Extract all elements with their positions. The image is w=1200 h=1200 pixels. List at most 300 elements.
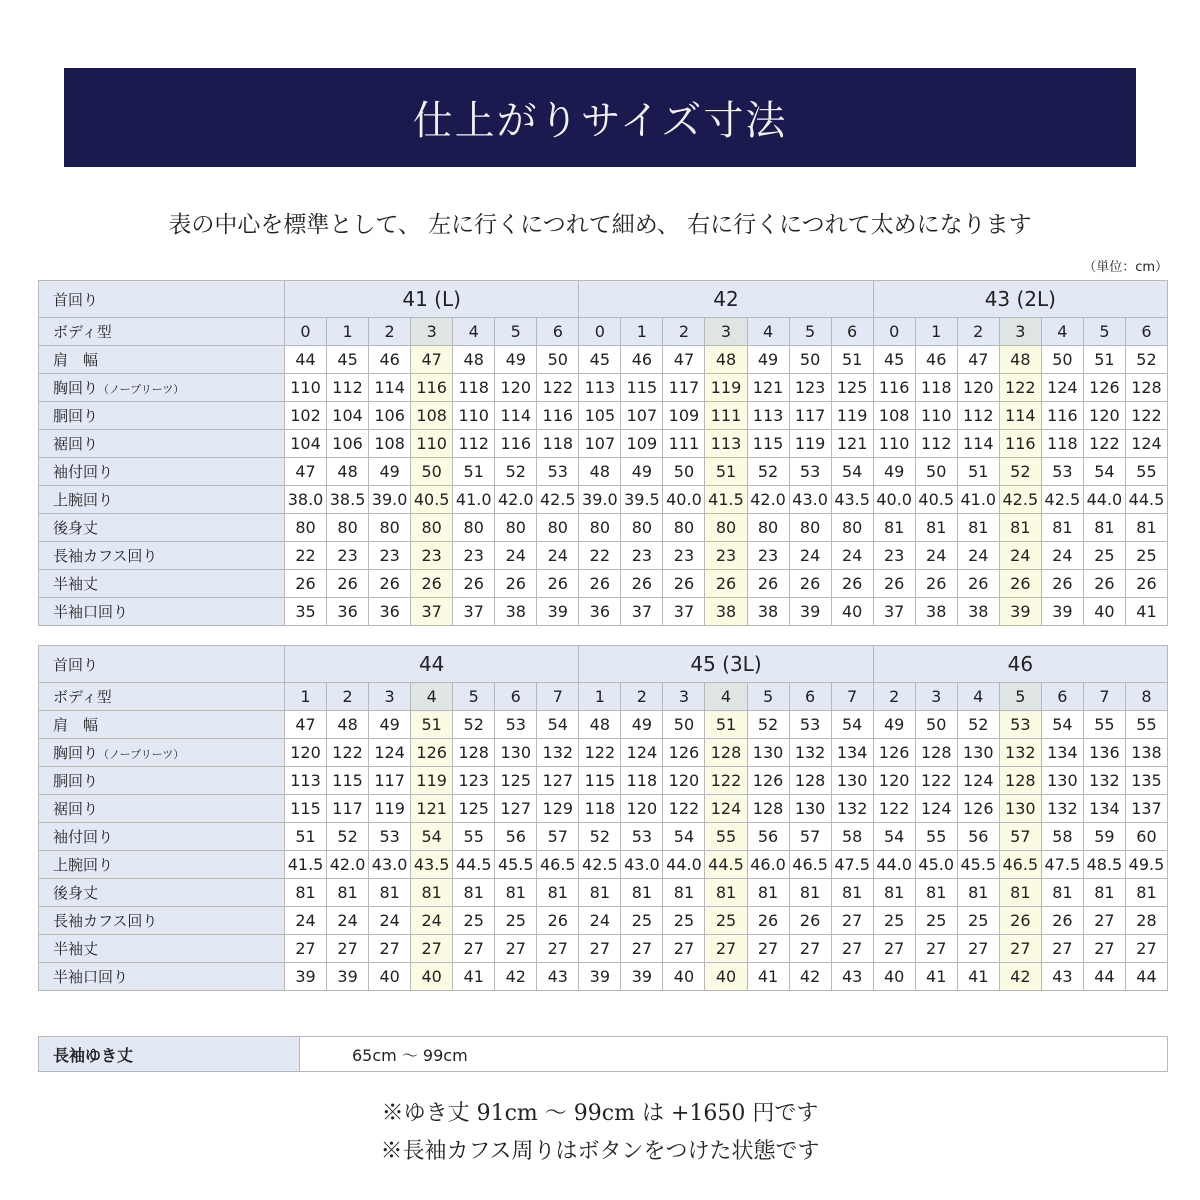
value-cell: 42 xyxy=(789,963,831,991)
row-label-text: 胴回り xyxy=(53,772,99,790)
value-cell: 27 xyxy=(747,935,789,963)
value-cell: 25 xyxy=(495,907,537,935)
value-cell: 122 xyxy=(1083,430,1125,458)
value-cell: 81 xyxy=(453,879,495,907)
value-cell: 27 xyxy=(957,935,999,963)
sleeve-length-label: 長袖ゆき丈 xyxy=(39,1037,300,1071)
value-cell: 57 xyxy=(789,823,831,851)
value-cell: 80 xyxy=(369,514,411,542)
row-label-text: 上腕回り xyxy=(53,491,114,509)
value-cell: 122 xyxy=(1125,402,1167,430)
row-label-note: （ノープリーツ） xyxy=(98,383,185,396)
value-cell: 110 xyxy=(285,374,327,402)
table-row xyxy=(39,346,1168,374)
value-cell: 52 xyxy=(495,458,537,486)
value-cell: 110 xyxy=(873,430,915,458)
table-row xyxy=(39,851,1168,879)
body-type-cell: 6 xyxy=(1041,683,1083,711)
value-cell: 104 xyxy=(327,402,369,430)
value-cell: 80 xyxy=(579,514,621,542)
value-cell: 48 xyxy=(327,711,369,739)
value-cell: 127 xyxy=(537,767,579,795)
value-cell: 49 xyxy=(369,458,411,486)
value-cell: 37 xyxy=(453,598,495,626)
value-cell: 108 xyxy=(411,402,453,430)
value-cell: 48 xyxy=(705,346,747,374)
table-row xyxy=(39,374,1168,402)
value-cell: 41 xyxy=(747,963,789,991)
value-cell: 102 xyxy=(285,402,327,430)
value-cell: 27 xyxy=(369,935,411,963)
value-cell: 42.0 xyxy=(747,486,789,514)
value-cell: 130 xyxy=(999,795,1041,823)
value-cell: 120 xyxy=(957,374,999,402)
value-cell: 54 xyxy=(1041,711,1083,739)
value-cell: 40.0 xyxy=(663,486,705,514)
body-type-cell: 4 xyxy=(957,683,999,711)
value-cell: 119 xyxy=(411,767,453,795)
value-cell: 118 xyxy=(621,767,663,795)
row-label-text: 肩 幅 xyxy=(53,716,99,734)
value-cell: 81 xyxy=(915,879,957,907)
row-label-text: 胴回り xyxy=(53,407,99,425)
body-type-cell: 5 xyxy=(999,683,1041,711)
value-cell: 54 xyxy=(831,458,873,486)
value-cell: 128 xyxy=(1125,374,1167,402)
value-cell: 47 xyxy=(411,346,453,374)
body-type-cell: 6 xyxy=(537,318,579,346)
value-cell: 81 xyxy=(957,879,999,907)
value-cell: 53 xyxy=(789,458,831,486)
value-cell: 52 xyxy=(327,823,369,851)
value-cell: 50 xyxy=(663,711,705,739)
value-cell: 42 xyxy=(495,963,537,991)
value-cell: 48 xyxy=(579,711,621,739)
unit-label: （単位：cm） xyxy=(1083,260,1168,275)
value-cell: 49 xyxy=(747,346,789,374)
value-cell: 44 xyxy=(1125,963,1167,991)
value-cell: 41 xyxy=(453,963,495,991)
value-cell: 80 xyxy=(537,514,579,542)
value-cell: 26 xyxy=(663,570,705,598)
value-cell: 23 xyxy=(327,542,369,570)
row-label xyxy=(39,739,285,767)
value-cell: 113 xyxy=(285,767,327,795)
value-cell: 124 xyxy=(705,795,747,823)
value-cell: 54 xyxy=(411,823,453,851)
value-cell: 39.0 xyxy=(579,486,621,514)
value-cell: 36 xyxy=(579,598,621,626)
value-cell: 45.5 xyxy=(957,851,999,879)
value-cell: 26 xyxy=(621,570,663,598)
value-cell: 81 xyxy=(537,879,579,907)
value-cell: 35 xyxy=(285,598,327,626)
value-cell: 22 xyxy=(285,542,327,570)
value-cell: 52 xyxy=(579,823,621,851)
value-cell: 41.5 xyxy=(705,486,747,514)
table-row xyxy=(39,935,1168,963)
body-type-cell: 4 xyxy=(1041,318,1083,346)
value-cell: 81 xyxy=(1083,514,1125,542)
value-cell: 39 xyxy=(327,963,369,991)
row-label-text: 裾回り xyxy=(53,800,99,818)
value-cell: 43 xyxy=(1041,963,1083,991)
value-cell: 38 xyxy=(957,598,999,626)
value-cell: 36 xyxy=(327,598,369,626)
value-cell: 28 xyxy=(1125,907,1167,935)
value-cell: 27 xyxy=(873,935,915,963)
value-cell: 125 xyxy=(495,767,537,795)
value-cell: 44.5 xyxy=(453,851,495,879)
value-cell: 114 xyxy=(999,402,1041,430)
value-cell: 27 xyxy=(411,935,453,963)
value-cell: 44.0 xyxy=(663,851,705,879)
value-cell: 112 xyxy=(915,430,957,458)
row-label xyxy=(39,767,285,795)
value-cell: 25 xyxy=(957,907,999,935)
value-cell: 55 xyxy=(1125,458,1167,486)
value-cell: 52 xyxy=(1125,346,1167,374)
value-cell: 118 xyxy=(1041,430,1083,458)
value-cell: 43 xyxy=(537,963,579,991)
row-label-text: 半袖口回り xyxy=(53,968,129,986)
value-cell: 26 xyxy=(831,570,873,598)
value-cell: 23 xyxy=(747,542,789,570)
value-cell: 38 xyxy=(747,598,789,626)
value-cell: 55 xyxy=(453,823,495,851)
table-row xyxy=(39,430,1168,458)
value-cell: 38.5 xyxy=(327,486,369,514)
row-label xyxy=(39,402,285,430)
row-label xyxy=(39,711,285,739)
value-cell: 108 xyxy=(873,402,915,430)
value-cell: 50 xyxy=(1041,346,1083,374)
body-type-cell: 1 xyxy=(579,683,621,711)
value-cell: 40 xyxy=(705,963,747,991)
value-cell: 126 xyxy=(1083,374,1125,402)
row-label-text: 袖付回り xyxy=(53,463,114,481)
value-cell: 120 xyxy=(495,374,537,402)
value-cell: 80 xyxy=(747,514,789,542)
value-cell: 38 xyxy=(915,598,957,626)
row-label xyxy=(39,935,285,963)
value-cell: 27 xyxy=(831,907,873,935)
value-cell: 81 xyxy=(663,879,705,907)
value-cell: 42.5 xyxy=(579,851,621,879)
value-cell: 80 xyxy=(285,514,327,542)
value-cell: 120 xyxy=(663,767,705,795)
value-cell: 110 xyxy=(411,430,453,458)
value-cell: 51 xyxy=(705,458,747,486)
value-cell: 81 xyxy=(873,879,915,907)
value-cell: 39 xyxy=(285,963,327,991)
value-cell: 128 xyxy=(789,767,831,795)
value-cell: 43.0 xyxy=(621,851,663,879)
value-cell: 56 xyxy=(747,823,789,851)
value-cell: 126 xyxy=(747,767,789,795)
body-type-cell: 8 xyxy=(1125,683,1167,711)
value-cell: 38 xyxy=(495,598,537,626)
value-cell: 120 xyxy=(873,767,915,795)
value-cell: 39 xyxy=(537,598,579,626)
value-cell: 36 xyxy=(369,598,411,626)
value-cell: 37 xyxy=(411,598,453,626)
table-row xyxy=(39,570,1168,598)
value-cell: 130 xyxy=(789,795,831,823)
row-label-note: （ノープリーツ） xyxy=(98,748,185,761)
value-cell: 46.5 xyxy=(537,851,579,879)
value-cell: 26 xyxy=(453,570,495,598)
value-cell: 23 xyxy=(369,542,411,570)
value-cell: 41.5 xyxy=(285,851,327,879)
value-cell: 39 xyxy=(621,963,663,991)
value-cell: 39 xyxy=(789,598,831,626)
value-cell: 44.0 xyxy=(1083,486,1125,514)
value-cell: 24 xyxy=(495,542,537,570)
value-cell: 40.5 xyxy=(915,486,957,514)
value-cell: 49 xyxy=(873,711,915,739)
value-cell: 27 xyxy=(1083,907,1125,935)
value-cell: 48.5 xyxy=(1083,851,1125,879)
table-row xyxy=(39,711,1168,739)
value-cell: 27 xyxy=(915,935,957,963)
value-cell: 124 xyxy=(957,767,999,795)
row-label xyxy=(39,598,285,626)
value-cell: 60 xyxy=(1125,823,1167,851)
value-cell: 50 xyxy=(411,458,453,486)
row-label-text: 後身丈 xyxy=(53,519,99,537)
value-cell: 114 xyxy=(369,374,411,402)
value-cell: 52 xyxy=(957,711,999,739)
value-cell: 22 xyxy=(579,542,621,570)
body-type-cell: 3 xyxy=(663,683,705,711)
value-cell: 115 xyxy=(621,374,663,402)
value-cell: 105 xyxy=(579,402,621,430)
value-cell: 26 xyxy=(537,907,579,935)
value-cell: 26 xyxy=(579,570,621,598)
value-cell: 54 xyxy=(1083,458,1125,486)
value-cell: 38.0 xyxy=(285,486,327,514)
body-type-cell: 2 xyxy=(327,683,369,711)
body-type-cell: 5 xyxy=(789,318,831,346)
value-cell: 42.0 xyxy=(495,486,537,514)
value-cell: 26 xyxy=(873,570,915,598)
value-cell: 25 xyxy=(1083,542,1125,570)
value-cell: 109 xyxy=(621,430,663,458)
value-cell: 110 xyxy=(915,402,957,430)
table-row xyxy=(39,739,1168,767)
value-cell: 135 xyxy=(1125,767,1167,795)
value-cell: 24 xyxy=(369,907,411,935)
value-cell: 118 xyxy=(915,374,957,402)
value-cell: 40.0 xyxy=(873,486,915,514)
value-cell: 134 xyxy=(831,739,873,767)
row-label xyxy=(39,879,285,907)
value-cell: 54 xyxy=(663,823,705,851)
value-cell: 25 xyxy=(663,907,705,935)
value-cell: 44 xyxy=(285,346,327,374)
value-cell: 43.5 xyxy=(411,851,453,879)
body-type-cell: 3 xyxy=(915,683,957,711)
body-type-cell: 7 xyxy=(1083,683,1125,711)
row-label xyxy=(39,851,285,879)
row-label-text: 半袖口回り xyxy=(53,603,129,621)
value-cell: 81 xyxy=(1083,879,1125,907)
table-row xyxy=(39,823,1168,851)
value-cell: 53 xyxy=(495,711,537,739)
value-cell: 118 xyxy=(537,430,579,458)
value-cell: 45 xyxy=(873,346,915,374)
value-cell: 27 xyxy=(705,935,747,963)
value-cell: 122 xyxy=(327,739,369,767)
value-cell: 80 xyxy=(831,514,873,542)
value-cell: 132 xyxy=(999,739,1041,767)
neck-size-header: 46 xyxy=(873,646,1167,683)
row-label-text: 裾回り xyxy=(53,435,99,453)
value-cell: 26 xyxy=(705,570,747,598)
value-cell: 25 xyxy=(621,907,663,935)
body-type-cell: 2 xyxy=(957,318,999,346)
value-cell: 53 xyxy=(621,823,663,851)
value-cell: 43 xyxy=(831,963,873,991)
body-type-cell: 3 xyxy=(411,318,453,346)
value-cell: 121 xyxy=(831,430,873,458)
value-cell: 47 xyxy=(663,346,705,374)
value-cell: 107 xyxy=(621,402,663,430)
value-cell: 125 xyxy=(831,374,873,402)
value-cell: 39 xyxy=(999,598,1041,626)
row-label xyxy=(39,346,285,374)
value-cell: 39.0 xyxy=(369,486,411,514)
value-cell: 39.5 xyxy=(621,486,663,514)
row-label xyxy=(39,486,285,514)
value-cell: 80 xyxy=(411,514,453,542)
value-cell: 51 xyxy=(705,711,747,739)
value-cell: 40 xyxy=(369,963,411,991)
value-cell: 55 xyxy=(705,823,747,851)
value-cell: 119 xyxy=(705,374,747,402)
value-cell: 80 xyxy=(663,514,705,542)
value-cell: 42.5 xyxy=(999,486,1041,514)
value-cell: 24 xyxy=(789,542,831,570)
subtitle: 表の中心を標準として、 左に行くにつれて細め、 右に行くにつれて太めになります xyxy=(168,212,1032,238)
value-cell: 27 xyxy=(453,935,495,963)
body-type-cell: 6 xyxy=(831,318,873,346)
value-cell: 132 xyxy=(789,739,831,767)
value-cell: 43.5 xyxy=(831,486,873,514)
value-cell: 130 xyxy=(495,739,537,767)
body-type-cell: 6 xyxy=(1125,318,1167,346)
value-cell: 134 xyxy=(1083,795,1125,823)
value-cell: 81 xyxy=(369,879,411,907)
size-table-2 xyxy=(38,645,1168,991)
value-cell: 44.5 xyxy=(1125,486,1167,514)
value-cell: 81 xyxy=(789,879,831,907)
neck-header-label: 首回り xyxy=(39,646,285,683)
value-cell: 117 xyxy=(663,374,705,402)
value-cell: 26 xyxy=(999,907,1041,935)
value-cell: 115 xyxy=(579,767,621,795)
value-cell: 27 xyxy=(327,935,369,963)
value-cell: 49.5 xyxy=(1125,851,1167,879)
value-cell: 41 xyxy=(915,963,957,991)
value-cell: 81 xyxy=(957,514,999,542)
body-type-cell: 1 xyxy=(915,318,957,346)
value-cell: 50 xyxy=(663,458,705,486)
body-type-cell: 2 xyxy=(663,318,705,346)
value-cell: 24 xyxy=(285,907,327,935)
value-cell: 81 xyxy=(873,514,915,542)
value-cell: 44.5 xyxy=(705,851,747,879)
value-cell: 41.0 xyxy=(453,486,495,514)
table-row xyxy=(39,486,1168,514)
value-cell: 27 xyxy=(1041,935,1083,963)
value-cell: 123 xyxy=(453,767,495,795)
value-cell: 124 xyxy=(1125,430,1167,458)
value-cell: 134 xyxy=(1041,739,1083,767)
body-type-cell: 1 xyxy=(621,318,663,346)
value-cell: 116 xyxy=(1041,402,1083,430)
value-cell: 55 xyxy=(1125,711,1167,739)
value-cell: 26 xyxy=(1125,570,1167,598)
body-type-cell: 6 xyxy=(495,683,537,711)
body-type-cell: 0 xyxy=(579,318,621,346)
value-cell: 50 xyxy=(915,711,957,739)
row-label xyxy=(39,907,285,935)
value-cell: 26 xyxy=(411,570,453,598)
row-label xyxy=(39,430,285,458)
value-cell: 126 xyxy=(411,739,453,767)
body-type-cell: 5 xyxy=(1083,318,1125,346)
row-label-text: 半袖丈 xyxy=(53,575,99,593)
value-cell: 40 xyxy=(873,963,915,991)
value-cell: 27 xyxy=(1125,935,1167,963)
value-cell: 24 xyxy=(831,542,873,570)
value-cell: 23 xyxy=(621,542,663,570)
row-label-text: 長袖カフス回り xyxy=(53,547,158,565)
value-cell: 112 xyxy=(453,430,495,458)
table-row xyxy=(39,514,1168,542)
value-cell: 46.5 xyxy=(789,851,831,879)
value-cell: 80 xyxy=(705,514,747,542)
value-cell: 49 xyxy=(621,458,663,486)
value-cell: 50 xyxy=(789,346,831,374)
value-cell: 123 xyxy=(789,374,831,402)
value-cell: 42.5 xyxy=(1041,486,1083,514)
value-cell: 106 xyxy=(369,402,411,430)
value-cell: 27 xyxy=(1083,935,1125,963)
value-cell: 56 xyxy=(957,823,999,851)
value-cell: 42 xyxy=(999,963,1041,991)
value-cell: 126 xyxy=(873,739,915,767)
value-cell: 119 xyxy=(369,795,411,823)
neck-header-label: 首回り xyxy=(39,281,285,318)
value-cell: 47 xyxy=(285,458,327,486)
value-cell: 26 xyxy=(915,570,957,598)
value-cell: 27 xyxy=(285,935,327,963)
value-cell: 81 xyxy=(1041,879,1083,907)
value-cell: 37 xyxy=(873,598,915,626)
value-cell: 81 xyxy=(1125,514,1167,542)
body-type-cell: 7 xyxy=(537,683,579,711)
value-cell: 55 xyxy=(915,823,957,851)
value-cell: 81 xyxy=(621,879,663,907)
value-cell: 40 xyxy=(411,963,453,991)
value-cell: 120 xyxy=(1083,402,1125,430)
value-cell: 47.5 xyxy=(1041,851,1083,879)
value-cell: 54 xyxy=(873,823,915,851)
value-cell: 53 xyxy=(537,458,579,486)
